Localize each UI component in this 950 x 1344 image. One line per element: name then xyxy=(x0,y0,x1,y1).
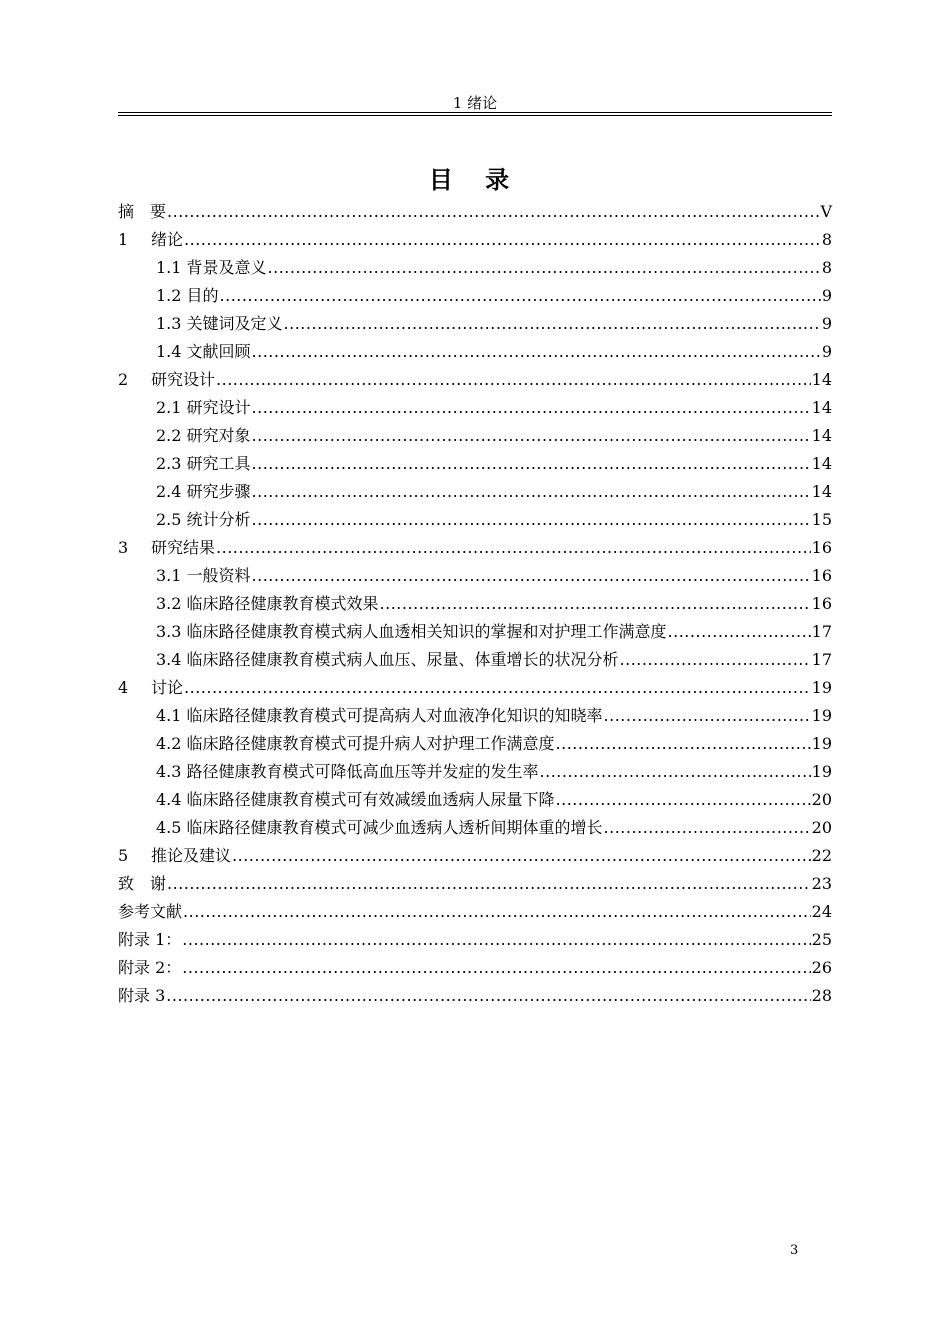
toc-entry-page: 14 xyxy=(811,482,832,501)
toc-entry-page: 14 xyxy=(811,398,832,417)
page-number: 3 xyxy=(790,1243,799,1258)
toc-entry-text: 摘 要 xyxy=(118,202,167,221)
toc-dot-leader xyxy=(620,646,811,674)
toc-entry-label xyxy=(118,870,166,898)
toc-entry-page: 19 xyxy=(811,734,832,753)
toc-entry-text: 推论及建议 xyxy=(151,846,232,865)
toc-entry-page: 15 xyxy=(811,510,832,529)
toc-entry-label xyxy=(156,590,379,618)
toc-entry-text: 2.1 研究设计 xyxy=(156,398,251,417)
toc-entry[interactable] xyxy=(118,422,832,450)
toc-entry-text: 1.4 文献回顾 xyxy=(156,342,251,361)
toc-entry[interactable] xyxy=(118,338,832,366)
toc-entry[interactable] xyxy=(118,814,832,842)
toc-entry-text: 2.3 研究工具 xyxy=(156,454,251,473)
toc-entry-label xyxy=(156,422,251,450)
toc-dot-leader xyxy=(232,842,811,870)
toc-entry-page: 23 xyxy=(811,874,832,893)
toc-entry-text: 4.5 临床路径健康教育模式可减少血透病人透析间期体重的增长 xyxy=(156,818,603,837)
toc-dot-leader xyxy=(540,758,811,786)
toc-entry[interactable] xyxy=(118,618,832,646)
toc-entry[interactable] xyxy=(118,394,832,422)
toc-entry[interactable] xyxy=(118,226,832,254)
toc-entry-label xyxy=(156,702,603,730)
toc-entry-text: 3.4 临床路径健康教育模式病人血压、尿量、体重增长的状况分析 xyxy=(156,650,619,669)
toc-entry-page: 8 xyxy=(821,230,832,249)
toc-dot-leader xyxy=(166,982,810,1010)
toc-entry-label xyxy=(156,338,251,366)
toc-entry[interactable] xyxy=(118,926,832,954)
toc-entry[interactable] xyxy=(118,310,832,338)
toc-dot-leader xyxy=(604,702,811,730)
toc-entry-page: 22 xyxy=(811,846,832,865)
toc-entry-page: 9 xyxy=(821,314,832,333)
toc-dot-leader xyxy=(252,394,811,422)
toc-entry-text: 附录 2： xyxy=(118,958,182,977)
toc-entry-label xyxy=(118,842,231,870)
toc-dot-leader xyxy=(252,338,821,366)
toc-entry[interactable] xyxy=(118,590,832,618)
toc-entry-text: 绪论 xyxy=(151,230,184,249)
toc-entry-page: 25 xyxy=(811,930,832,949)
toc-entry-text: 3.3 临床路径健康教育模式病人血透相关知识的掌握和对护理工作满意度 xyxy=(156,622,667,641)
toc-entry-text: 2.4 研究步骤 xyxy=(156,482,251,501)
toc-entry-label xyxy=(156,506,251,534)
toc-entry-label xyxy=(156,310,283,338)
toc-entry-page: 16 xyxy=(811,538,832,557)
toc-entry-text: 附录 1： xyxy=(118,930,182,949)
toc-entry-text: 附录 3 xyxy=(118,986,166,1005)
toc-entry-page: 19 xyxy=(811,706,832,725)
toc-entry-text: 研究设计 xyxy=(151,370,216,389)
toc-entry-page: 14 xyxy=(811,454,832,473)
toc-entry-text: 3.1 一般资料 xyxy=(156,566,251,585)
toc-entry-label xyxy=(118,226,183,254)
toc-entry[interactable] xyxy=(118,366,832,394)
toc-entry-page: 14 xyxy=(811,426,832,445)
toc-entry[interactable] xyxy=(118,702,832,730)
toc-entry-text: 1.3 关键词及定义 xyxy=(156,314,283,333)
toc-entry-text: 3.2 临床路径健康教育模式效果 xyxy=(156,594,379,613)
toc-entry[interactable] xyxy=(118,646,832,674)
toc-entry-label xyxy=(118,534,215,562)
toc-entry-page: 17 xyxy=(811,622,832,641)
toc-entry-label xyxy=(156,254,267,282)
toc-entry-label xyxy=(156,758,539,786)
toc-entry-page: 8 xyxy=(821,258,832,277)
toc-entry[interactable] xyxy=(118,506,832,534)
toc-entry[interactable] xyxy=(118,674,832,702)
toc-entry[interactable] xyxy=(118,954,832,982)
toc-entry[interactable] xyxy=(118,198,832,226)
toc-entry-label xyxy=(118,898,182,926)
toc-dot-leader xyxy=(252,506,811,534)
toc-entry-label xyxy=(156,786,555,814)
header-rule-thin xyxy=(118,115,832,116)
toc-entry-label xyxy=(156,646,619,674)
table-of-contents xyxy=(118,198,832,1010)
toc-entry-text: 1.2 目的 xyxy=(156,286,219,305)
toc-dot-leader xyxy=(184,226,821,254)
toc-dot-leader xyxy=(252,562,811,590)
toc-entry[interactable] xyxy=(118,562,832,590)
toc-entry-page: 17 xyxy=(811,650,832,669)
toc-entry-text: 4.3 路径健康教育模式可降低高血压等并发症的发生率 xyxy=(156,762,539,781)
toc-entry[interactable] xyxy=(118,898,832,926)
toc-entry-label xyxy=(156,618,667,646)
header-rule-thick xyxy=(118,112,832,113)
toc-dot-leader xyxy=(184,674,811,702)
toc-entry-text: 参考文献 xyxy=(118,902,183,921)
toc-dot-leader xyxy=(556,786,811,814)
toc-entry-text: 研究结果 xyxy=(151,538,216,557)
running-header: 1 绪论 xyxy=(452,94,498,112)
toc-entry-page: 16 xyxy=(811,566,832,585)
toc-entry-label xyxy=(118,674,183,702)
toc-dot-leader xyxy=(216,534,811,562)
toc-entry-number: 1 xyxy=(118,230,129,249)
toc-entry[interactable] xyxy=(118,478,832,506)
toc-dot-leader xyxy=(252,422,811,450)
toc-entry-label xyxy=(118,198,166,226)
toc-dot-leader xyxy=(182,926,810,954)
toc-entry-page: 19 xyxy=(811,678,832,697)
toc-entry-label xyxy=(156,730,555,758)
toc-entry-page: V xyxy=(820,202,832,221)
toc-title: 目 录 xyxy=(428,165,522,194)
toc-entry-page: 14 xyxy=(811,370,832,389)
toc-entry[interactable] xyxy=(118,870,832,898)
toc-entry[interactable] xyxy=(118,842,832,870)
toc-entry[interactable] xyxy=(118,730,832,758)
toc-entry-text: 1.1 背景及意义 xyxy=(156,258,267,277)
toc-entry[interactable] xyxy=(118,786,832,814)
toc-entry-label xyxy=(156,450,251,478)
toc-dot-leader xyxy=(252,478,811,506)
toc-entry-label xyxy=(118,954,181,982)
toc-entry-number: 3 xyxy=(118,538,129,557)
toc-entry-number: 5 xyxy=(118,846,129,865)
toc-entry-number: 4 xyxy=(118,678,129,697)
toc-dot-leader xyxy=(556,730,811,758)
toc-entry[interactable] xyxy=(118,758,832,786)
toc-entry-text: 致 谢 xyxy=(118,874,167,893)
toc-entry-text: 4.4 临床路径健康教育模式可有效减缓血透病人尿量下降 xyxy=(156,790,555,809)
toc-entry[interactable] xyxy=(118,282,832,310)
toc-dot-leader xyxy=(668,618,811,646)
toc-entry-label xyxy=(156,282,219,310)
toc-dot-leader xyxy=(183,898,811,926)
toc-dot-leader xyxy=(182,954,810,982)
toc-entry-page: 28 xyxy=(811,986,832,1005)
toc-dot-leader xyxy=(220,282,821,310)
toc-entry-page: 20 xyxy=(811,818,832,837)
toc-entry-label xyxy=(156,478,251,506)
toc-entry-label xyxy=(156,394,251,422)
toc-entry-page: 16 xyxy=(811,594,832,613)
toc-entry-page: 19 xyxy=(811,762,832,781)
toc-dot-leader xyxy=(284,310,821,338)
toc-entry-page: 9 xyxy=(821,342,832,361)
toc-entry-label xyxy=(156,562,251,590)
toc-dot-leader xyxy=(604,814,811,842)
toc-entry-text: 4.1 临床路径健康教育模式可提高病人对血液净化知识的知晓率 xyxy=(156,706,603,725)
toc-entry-number: 2 xyxy=(118,370,129,389)
toc-entry-label xyxy=(156,814,603,842)
toc-dot-leader xyxy=(167,198,819,226)
toc-dot-leader xyxy=(216,366,811,394)
toc-dot-leader xyxy=(380,590,811,618)
toc-entry-label xyxy=(118,982,165,1010)
toc-entry[interactable] xyxy=(118,982,832,1010)
toc-dot-leader xyxy=(167,870,811,898)
toc-entry-label xyxy=(118,926,181,954)
toc-dot-leader xyxy=(268,254,821,282)
toc-entry-page: 9 xyxy=(821,286,832,305)
toc-dot-leader xyxy=(252,450,811,478)
toc-entry-page: 24 xyxy=(811,902,832,921)
toc-entry-page: 26 xyxy=(811,958,832,977)
toc-entry-text: 2.5 统计分析 xyxy=(156,510,251,529)
toc-entry-text: 2.2 研究对象 xyxy=(156,426,251,445)
toc-entry[interactable] xyxy=(118,534,832,562)
toc-entry-page: 20 xyxy=(811,790,832,809)
toc-entry[interactable] xyxy=(118,254,832,282)
toc-entry-text: 讨论 xyxy=(151,678,184,697)
toc-entry-text: 4.2 临床路径健康教育模式可提升病人对护理工作满意度 xyxy=(156,734,555,753)
toc-entry[interactable] xyxy=(118,450,832,478)
toc-entry-label xyxy=(118,366,215,394)
